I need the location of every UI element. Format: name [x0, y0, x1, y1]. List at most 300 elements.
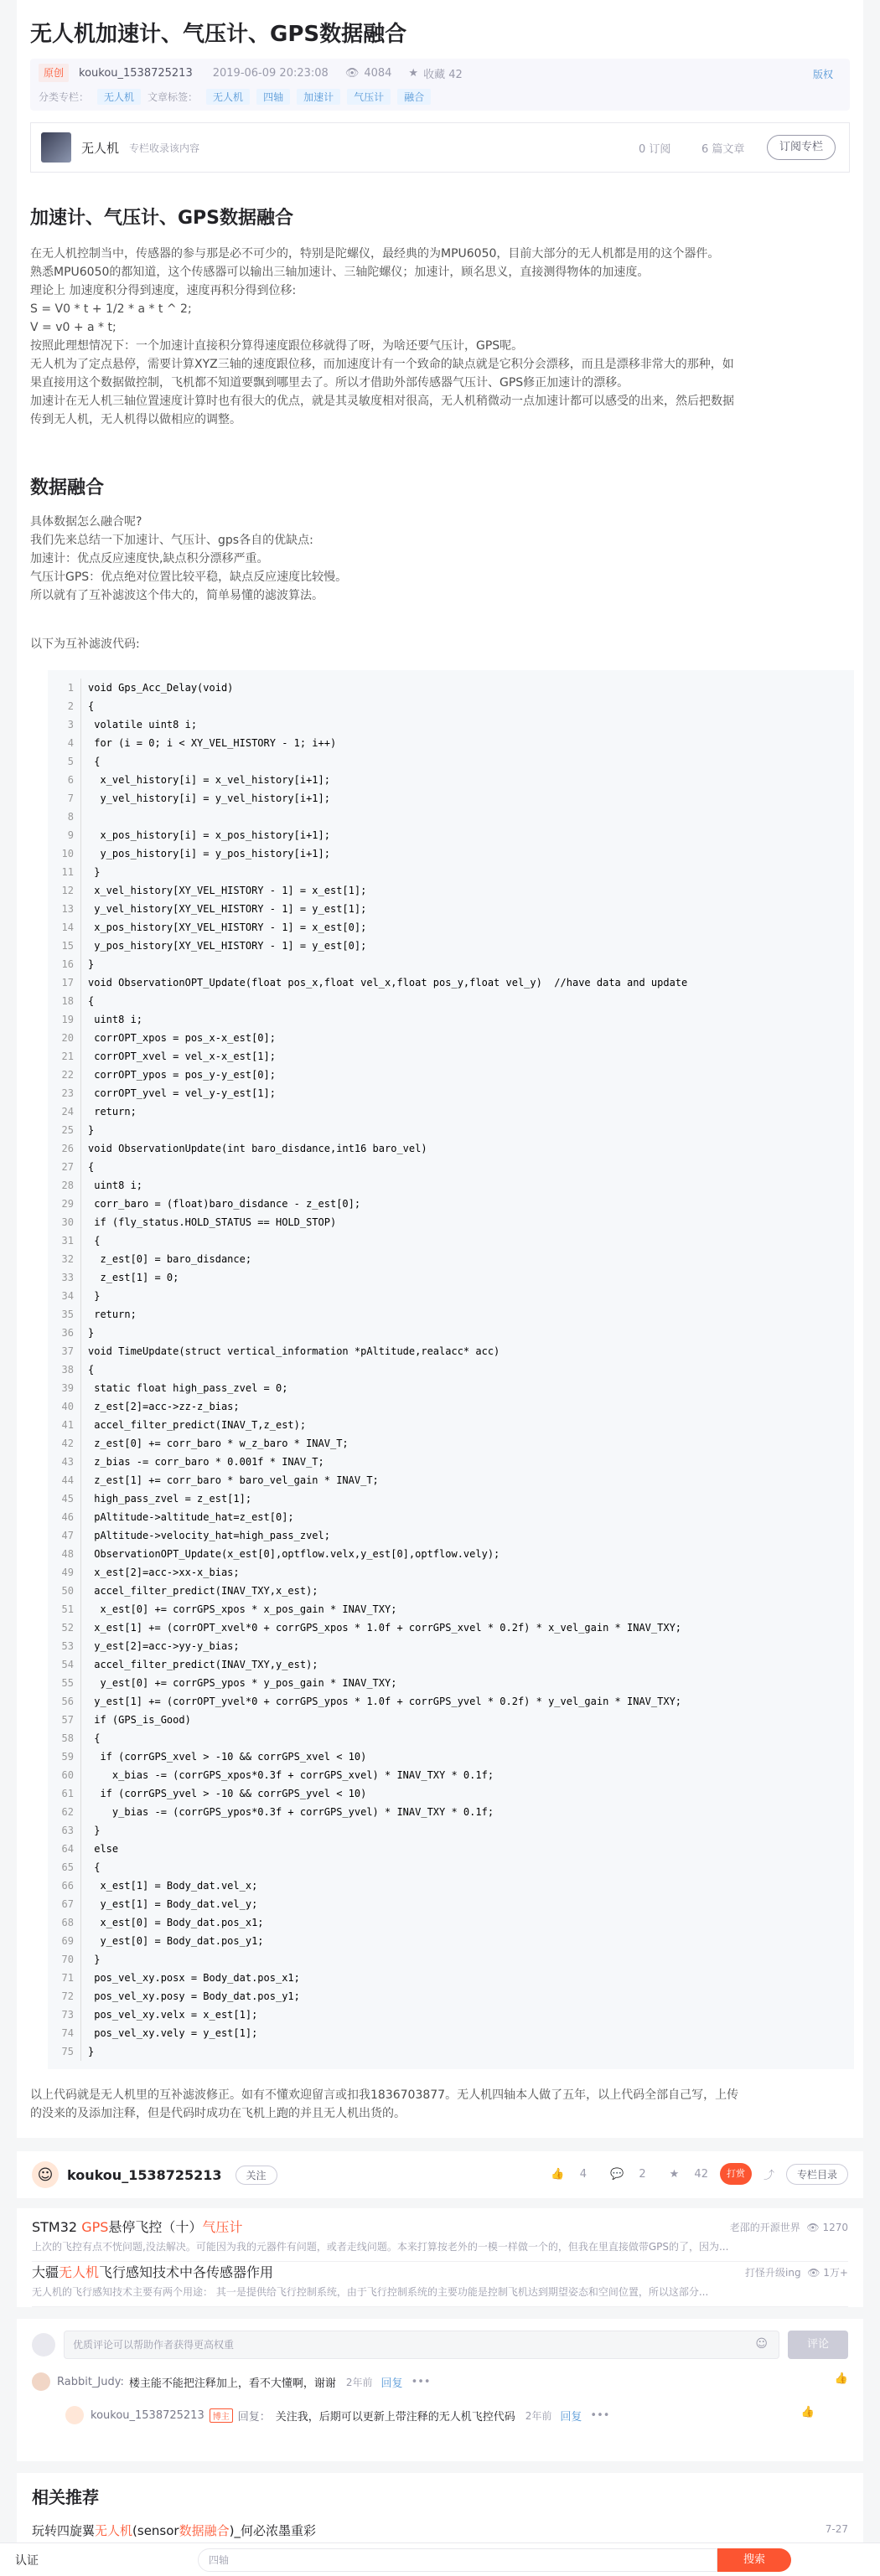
commenter-avatar[interactable] — [65, 2406, 84, 2424]
line-number: 30 — [48, 1213, 81, 1231]
favorite-label: 收藏 42 — [423, 68, 463, 81]
code-line — [48, 1692, 854, 1711]
line-number: 60 — [48, 1766, 81, 1784]
code-line — [48, 1877, 854, 1895]
favorite-count: 42 — [694, 2167, 708, 2181]
fusion-paragraph — [30, 513, 852, 605]
code-line — [48, 1618, 854, 1637]
code-text: y_est[1] += (corrOPT_yvel*0 + corrGPS_ypos * 1.0f + corrGPS_yvel * 0.2f) * y_vel_gain * INAV_TXY; — [88, 1696, 682, 1707]
code-line — [48, 1195, 854, 1213]
comment-count: 2 — [639, 2167, 646, 2181]
code-text: x_pos_history[i] = x_pos_history[i+1]; — [88, 829, 330, 841]
line-number: 15 — [48, 937, 81, 955]
code-text: if (corrGPS_yvel > -10 && corrGPS_yvel < 10) — [88, 1788, 367, 1799]
user-avatar — [32, 2333, 55, 2357]
line-number: 36 — [48, 1324, 81, 1342]
title-highlight: GPS — [81, 2219, 109, 2235]
column-label: 分类专栏： — [39, 91, 90, 103]
section-heading-2: 数据融合 — [30, 478, 105, 498]
related-date: 7-27 — [825, 2523, 848, 2535]
code-line — [48, 826, 854, 844]
line-number: 55 — [48, 1674, 81, 1692]
text-line: 熟悉MPU6050的都知道，这个传感器可以输出三轴加速计、三轴陀螺仪；加速计，顾名思义，直接测得物体的加速度。 — [30, 266, 650, 279]
code-text: } — [88, 1825, 101, 1836]
code-line — [48, 1453, 854, 1471]
code-text: } — [88, 1290, 101, 1302]
text-line: 以上代码就是无人机里的互补滤波修正。如有不懂欢迎留言或扣我1836703877。无人机四轴本人做了五年，以上代码全部自己写，上传 — [30, 2088, 739, 2102]
copyright-link[interactable]: 版权 — [812, 69, 833, 80]
more-icon[interactable]: ••• — [411, 2375, 431, 2388]
line-number: 54 — [48, 1655, 81, 1674]
title-text: 悬停飞控（十） — [108, 2219, 203, 2235]
code-text: corrOPT_ypos = pos_y-y_est[0]; — [88, 1069, 276, 1081]
line-number: 3 — [48, 715, 81, 734]
code-line — [48, 1969, 854, 1987]
code-line — [48, 679, 854, 697]
directory-button[interactable]: 专栏目录 — [786, 2164, 848, 2185]
code-text: return; — [88, 1309, 137, 1320]
code-line — [48, 1047, 854, 1066]
code-text: ObservationOPT_Update(x_est[0],optflow.velx,y_est[0],optflow.vely); — [88, 1548, 500, 1560]
comment-icon: 💬 — [610, 2167, 624, 2181]
line-number: 11 — [48, 863, 81, 881]
subscribe-column-button[interactable]: 订阅专栏 — [767, 135, 836, 160]
code-text: corrOPT_xpos = pos_x-x_est[0]; — [88, 1032, 276, 1044]
like-button[interactable] — [539, 2168, 587, 2181]
code-text: y_est[0] += corrGPS_ypos * y_pos_gain * INAV_TXY; — [88, 1677, 397, 1689]
view-count-value: 4084 — [364, 66, 392, 80]
line-number: 66 — [48, 1877, 81, 1895]
commenter-name[interactable]: koukou_1538725213 — [91, 2408, 204, 2422]
article-tag[interactable]: 四轴 — [256, 89, 290, 105]
code-text: pAltitude->velocity_hat=high_pass_zvel; — [88, 1530, 330, 1541]
code-line — [48, 1434, 854, 1453]
code-text: y_pos_history[i] = y_pos_history[i+1]; — [88, 848, 330, 860]
code-text: { — [88, 995, 95, 1007]
code-line — [48, 1397, 854, 1416]
code-line — [48, 992, 854, 1010]
code-text: if (fly_status.HOLD_STATUS == HOLD_STOP) — [88, 1216, 337, 1228]
comment-input[interactable]: 优质评论可以帮助作者获得更高权重 — [64, 2331, 779, 2359]
code-text: x_est[2]=acc->xx-x_bias; — [88, 1567, 240, 1578]
article-title: 无人机加速计、气压计、GPS数据融合 — [30, 22, 407, 47]
line-number: 45 — [48, 1489, 81, 1508]
follow-button[interactable]: 关注 — [236, 2166, 277, 2185]
author-link[interactable]: koukou_1538725213 — [79, 66, 193, 80]
recommend-desc: 无人机的飞行感知技术主要有两个用途： 其一是提供给飞行控制系统，由于飞行控制系统的主要功能是控制飞机达到期望姿态和空间位置，所以这部分... — [32, 2286, 709, 2298]
text-line: 加速计：优点反应速度快,缺点积分漂移严重。 — [30, 552, 269, 565]
recommend-desc: 上次的飞控有点不恍问题,没法解决。可能因为我的元器件有问题，或者走线问题。本来打算按老外的一模一样做一个的，但我在里直接做带GPS的了，因为... — [32, 2241, 729, 2253]
line-number: 75 — [48, 2042, 81, 2061]
recommend-meta — [730, 2220, 848, 2234]
publish-time: 2019-06-09 20:23:08 — [212, 66, 329, 80]
code-text: uint8 i; — [88, 1180, 143, 1191]
line-number: 69 — [48, 1932, 81, 1950]
column-posts: 6 篇文章 — [701, 143, 745, 156]
code-text: y_pos_history[XY_VEL_HISTORY - 1] = y_est[0]; — [88, 940, 367, 952]
line-number: 57 — [48, 1711, 81, 1729]
code-line — [48, 789, 854, 808]
comment-text: 关注我，后期可以更新上带注释的无人机飞控代码 — [275, 2410, 515, 2424]
column-thumbnail[interactable] — [41, 132, 71, 163]
line-number: 34 — [48, 1287, 81, 1305]
code-line — [48, 1102, 854, 1121]
line-number: 68 — [48, 1913, 81, 1932]
code-line — [48, 1563, 854, 1582]
code-text: else — [88, 1843, 119, 1855]
text-line: 传到无人机，无人机得以做相应的调整。 — [30, 413, 241, 426]
code-text: static float high_pass_zvel = 0; — [88, 1382, 288, 1394]
star-icon: ★ — [669, 2167, 680, 2181]
text-line: S = V0 * t + 1/2 * a * t ^ 2; — [30, 302, 192, 316]
like-count: 4 — [579, 2167, 588, 2181]
title-text: 大疆 — [32, 2264, 60, 2280]
line-number: 7 — [48, 789, 81, 808]
line-number: 52 — [48, 1618, 81, 1637]
code-line — [48, 1655, 854, 1674]
code-text: x_est[0] = Body_dat.pos_x1; — [88, 1917, 264, 1928]
code-text: x_est[1] += (corrOPT_xvel*0 + corrGPS_xpos * 1.0f + corrGPS_xvel * 0.2f) * x_vel_gain * INAV_TXY; — [88, 1622, 682, 1634]
author-avatar[interactable]: ☺ — [32, 2161, 59, 2188]
code-line — [48, 1066, 854, 1084]
line-number: 59 — [48, 1747, 81, 1766]
line-number: 51 — [48, 1600, 81, 1618]
line-number: 73 — [48, 2006, 81, 2024]
code-line — [48, 955, 854, 973]
code-line — [48, 1508, 854, 1526]
code-line — [48, 697, 854, 715]
line-number: 43 — [48, 1453, 81, 1471]
recommend-title[interactable] — [32, 2217, 848, 2238]
code-text: for (i = 0; i < XY_VEL_HISTORY - 1; i++) — [88, 737, 337, 749]
recommend-views: 1万+ — [823, 2267, 848, 2279]
code-text: x_est[0] += corrGPS_xpos * x_pos_gain * INAV_TXY; — [88, 1603, 397, 1615]
code-text: if (corrGPS_xvel > -10 && corrGPS_xvel < 10) — [88, 1751, 367, 1763]
code-text: { — [88, 1161, 95, 1173]
code-line — [48, 2006, 854, 2024]
code-text: y_est[1] = Body_dat.vel_y; — [88, 1898, 258, 1910]
code-text: y_est[0] = Body_dat.pos_y1; — [88, 1935, 264, 1947]
text-line: 所以就有了互补滤波这个伟大的，简单易懂的滤波算法。 — [30, 589, 324, 602]
code-text: void Gps_Acc_Delay(void) — [88, 682, 234, 694]
code-text: } — [88, 866, 101, 878]
line-number: 31 — [48, 1231, 81, 1250]
code-line — [48, 1747, 854, 1766]
code-text: pos_vel_xy.posx = Body_dat.pos_x1; — [88, 1972, 300, 1984]
code-line — [48, 1840, 854, 1858]
comment-time: 2年前 — [525, 2409, 552, 2422]
code-line — [48, 1637, 854, 1655]
line-number: 64 — [48, 1840, 81, 1858]
code-text: z_est[2]=acc->zz-z_bias; — [88, 1401, 240, 1412]
title-text: (sensor — [132, 2523, 179, 2538]
code-line — [48, 771, 854, 789]
code-line — [48, 2042, 854, 2061]
code-line — [48, 2024, 854, 2042]
tags-label: 文章标签： — [148, 91, 199, 103]
article-meta — [30, 59, 850, 111]
line-number: 27 — [48, 1158, 81, 1176]
code-text: { — [88, 700, 95, 712]
code-text: void ObservationUpdate(int baro_disdance,int16 baro_vel) — [88, 1143, 427, 1154]
closing-paragraph — [30, 2086, 852, 2123]
code-text: y_est[2]=acc->yy-y_bias; — [88, 1640, 240, 1652]
reply-link[interactable]: 回复 — [380, 2377, 403, 2390]
code-line — [48, 1379, 854, 1397]
line-number: 5 — [48, 752, 81, 771]
code-intro: 以下为互补滤波代码: — [30, 638, 140, 651]
line-number: 50 — [48, 1582, 81, 1600]
line-number: 4 — [48, 734, 81, 752]
author-name[interactable]: koukou_1538725213 — [67, 2166, 222, 2183]
code-line — [48, 881, 854, 900]
code-line — [48, 1342, 854, 1360]
code-line — [48, 1766, 854, 1784]
code-line — [48, 1121, 854, 1139]
code-text: z_est[1] = 0; — [88, 1272, 179, 1283]
code-line — [48, 863, 854, 881]
thumb-up-icon: 👍 — [551, 2167, 565, 2181]
comment-time: 2年前 — [345, 2376, 373, 2388]
author-tag: 博主 — [210, 2408, 233, 2423]
line-number: 74 — [48, 2024, 81, 2042]
code-line — [48, 1545, 854, 1563]
code-text: void ObservationOPT_Update(float pos_x,float vel_x,float pos_y,float vel_y) //have data and update — [88, 977, 688, 989]
code-text: x_vel_history[XY_VEL_HISTORY - 1] = x_est[1]; — [88, 885, 367, 896]
title-text: 飞行感知技术中各传感器作用 — [99, 2264, 274, 2280]
line-number: 67 — [48, 1895, 81, 1913]
code-line — [48, 1287, 854, 1305]
code-text: x_est[1] = Body_dat.vel_x; — [88, 1880, 258, 1892]
code-line — [48, 1526, 854, 1545]
code-text: } — [88, 1954, 101, 1965]
code-line — [48, 937, 854, 955]
recommend-author: 老邵的开源世界 — [729, 2222, 800, 2233]
recommend-meta — [745, 2265, 848, 2279]
line-number: 24 — [48, 1102, 81, 1121]
comment-item — [32, 2371, 848, 2393]
code-text: { — [88, 1861, 101, 1873]
article-tag[interactable]: 无人机 — [206, 89, 250, 105]
line-number: 41 — [48, 1416, 81, 1434]
line-number: 28 — [48, 1176, 81, 1195]
comment-text: 楼主能不能把注释加上，看不大懂啊，谢谢 — [128, 2377, 336, 2390]
code-text: return; — [88, 1106, 137, 1118]
recommend-views: 1270 — [822, 2222, 848, 2233]
search-button[interactable]: 搜索 — [717, 2548, 791, 2572]
author-toolbar — [17, 2151, 863, 2198]
code-line — [48, 734, 854, 752]
code-line — [48, 1324, 854, 1342]
comments-panel — [17, 2319, 863, 2461]
code-line — [48, 973, 854, 992]
line-number: 8 — [48, 808, 81, 826]
line-number: 1 — [48, 679, 81, 697]
code-text: z_est[0] += corr_baro * w_z_baro * INAV_T; — [88, 1438, 349, 1449]
recommend-item[interactable] — [32, 2217, 848, 2262]
code-line — [48, 1987, 854, 2006]
code-line — [48, 900, 854, 918]
code-line — [48, 1950, 854, 1969]
recommend-panel — [17, 2208, 863, 2307]
code-text: void TimeUpdate(struct vertical_information *pAltitude,realacc* acc) — [88, 1345, 500, 1357]
column-tag[interactable]: 无人机 — [97, 89, 141, 105]
line-number: 23 — [48, 1084, 81, 1102]
code-line — [48, 808, 854, 826]
line-number: 12 — [48, 881, 81, 900]
line-number: 6 — [48, 771, 81, 789]
thumb-up-icon[interactable]: 👍 — [800, 2406, 815, 2419]
favorite-count[interactable] — [408, 65, 462, 81]
code-line — [48, 1416, 854, 1434]
code-text: { — [88, 1364, 95, 1376]
code-line — [48, 1010, 854, 1029]
code-text: x_pos_history[XY_VEL_HISTORY - 1] = x_est[0]; — [88, 921, 367, 933]
article-panel — [17, 0, 863, 2138]
code-block[interactable] — [48, 670, 854, 2069]
code-line — [48, 1471, 854, 1489]
line-number: 20 — [48, 1029, 81, 1047]
code-line — [48, 1803, 854, 1821]
line-number: 72 — [48, 1987, 81, 2006]
line-number: 19 — [48, 1010, 81, 1029]
recommend-title[interactable] — [32, 2262, 848, 2284]
code-text: volatile uint8 i; — [88, 719, 198, 730]
line-number: 58 — [48, 1729, 81, 1747]
title-highlight: 气压计 — [202, 2219, 243, 2235]
text-line: 果直接用这个数据做控制，飞机都不知道要飘到哪里去了。所以才借助外部传感器气压计、GPS修正加速计的漂移。 — [30, 376, 629, 390]
line-number: 46 — [48, 1508, 81, 1526]
code-line — [48, 1895, 854, 1913]
code-text: { — [88, 1732, 101, 1744]
line-number: 10 — [48, 844, 81, 863]
code-line — [48, 1600, 854, 1618]
line-number: 14 — [48, 918, 81, 937]
line-number: 71 — [48, 1969, 81, 1987]
code-text: } — [88, 1327, 95, 1339]
code-line — [48, 1913, 854, 1932]
search-input[interactable]: 四轴 — [198, 2548, 717, 2572]
code-text: if (GPS_is_Good) — [88, 1714, 191, 1726]
code-text: high_pass_zvel = z_est[1]; — [88, 1493, 252, 1505]
comment-submit-button[interactable]: 评论 — [788, 2331, 848, 2359]
code-text: y_vel_history[XY_VEL_HISTORY - 1] = y_est[1]; — [88, 903, 367, 915]
article-tag[interactable]: 加速计 — [297, 89, 340, 105]
code-text: } — [88, 2046, 95, 2057]
recommend-item[interactable] — [32, 2262, 848, 2307]
comment-reply-item — [65, 2404, 848, 2426]
thumb-up-icon[interactable]: 👍 — [834, 2372, 848, 2385]
reply-link[interactable]: 回复 — [560, 2410, 582, 2424]
text-line: 无人机为了定点悬停，需要计算XYZ三轴的速度跟位移，而加速度计有一个致命的缺点就是它积分会漂移，而且是漂移非常大的那种，如 — [30, 358, 734, 371]
article-tag[interactable]: 气压计 — [347, 89, 391, 105]
code-line — [48, 1213, 854, 1231]
article-tag[interactable]: 融合 — [397, 89, 431, 105]
code-line — [48, 1305, 854, 1324]
code-line — [48, 1711, 854, 1729]
code-line — [48, 1268, 854, 1287]
comment-button[interactable] — [598, 2168, 646, 2181]
section-heading-1: 加速计、气压计、GPS数据融合 — [30, 208, 294, 229]
text-line: 气压计GPS：优点绝对位置比较平稳，缺点反应速度比较慢。 — [30, 570, 348, 584]
code-line — [48, 1674, 854, 1692]
line-number: 63 — [48, 1821, 81, 1840]
code-text: uint8 i; — [88, 1014, 143, 1025]
code-line — [48, 1360, 854, 1379]
line-number: 62 — [48, 1803, 81, 1821]
line-number: 9 — [48, 826, 81, 844]
line-number: 44 — [48, 1471, 81, 1489]
favorite-button[interactable] — [658, 2168, 708, 2181]
code-line — [48, 1932, 854, 1950]
commenter-avatar[interactable] — [32, 2372, 50, 2391]
eye-icon: 👁 — [806, 2222, 820, 2233]
code-text: y_bias -= (corrGPS_ypos*0.3f + corrGPS_yvel) * INAV_TXY * 0.1f; — [88, 1806, 494, 1818]
text-line: 我们先来总结一下加速计、气压计、gps各自的优缺点: — [30, 534, 313, 547]
line-number: 21 — [48, 1047, 81, 1066]
text-line: 理论上 加速度积分得到速度，速度再积分得到位移: — [30, 284, 297, 297]
line-number: 22 — [48, 1066, 81, 1084]
code-text: z_est[1] += corr_baro * baro_vel_gain * INAV_T; — [88, 1474, 379, 1486]
column-name[interactable]: 无人机 — [81, 140, 120, 156]
code-text: accel_filter_predict(INAV_T,z_est); — [88, 1419, 307, 1431]
code-text: { — [88, 756, 101, 767]
line-number: 65 — [48, 1858, 81, 1877]
more-icon[interactable]: ••• — [590, 2408, 610, 2422]
code-text: accel_filter_predict(INAV_TXY,x_est); — [88, 1585, 318, 1597]
reward-button[interactable]: 打赏 — [720, 2163, 752, 2185]
related-item[interactable] — [32, 2522, 848, 2539]
code-line — [48, 1582, 854, 1600]
code-line — [48, 1489, 854, 1508]
code-line — [48, 1784, 854, 1803]
text-line: 在无人机控制当中，传感器的参与那是必不可少的，特别是陀螺仪，最经典的为MPU6050，目前大部分的无人机都是用的这个器件。 — [30, 247, 720, 261]
title-highlight: 无人机 — [59, 2264, 100, 2280]
line-number: 2 — [48, 697, 81, 715]
original-badge: 原创 — [39, 64, 69, 82]
share-icon[interactable]: ⤴ — [763, 2169, 774, 2182]
code-line — [48, 1729, 854, 1747]
code-text: x_vel_history[i] = x_vel_history[i+1]; — [88, 774, 330, 786]
code-line — [48, 1858, 854, 1877]
code-text: corrOPT_xvel = vel_x-x_est[1]; — [88, 1051, 276, 1062]
code-text: } — [88, 958, 95, 970]
view-count — [345, 67, 392, 80]
eye-icon: 👁 — [344, 66, 360, 80]
code-line — [48, 715, 854, 734]
line-number: 16 — [48, 955, 81, 973]
code-text: pos_vel_xy.posy = Body_dat.pos_y1; — [88, 1990, 300, 2002]
line-number: 42 — [48, 1434, 81, 1453]
title-highlight: 无人机 — [95, 2523, 133, 2538]
emoji-icon[interactable]: ☺ — [755, 2337, 768, 2351]
title-text: )_何必浓墨重彩 — [229, 2523, 316, 2538]
bottom-search-bar — [0, 2542, 880, 2576]
code-text: { — [88, 1235, 101, 1247]
star-icon: ★ — [408, 66, 419, 80]
code-line — [48, 1029, 854, 1047]
code-line — [48, 1231, 854, 1250]
code-text: pos_vel_xy.velx = x_est[1]; — [88, 2009, 258, 2021]
code-line — [48, 1158, 854, 1176]
line-number: 32 — [48, 1250, 81, 1268]
code-line — [48, 918, 854, 937]
text-line: 具体数据怎么融合呢? — [30, 515, 142, 529]
commenter-name[interactable]: Rabbit_Judy: — [57, 2375, 124, 2388]
line-number: 61 — [48, 1784, 81, 1803]
line-number: 26 — [48, 1139, 81, 1158]
code-text: corrOPT_yvel = vel_y-y_est[1]; — [88, 1087, 276, 1099]
